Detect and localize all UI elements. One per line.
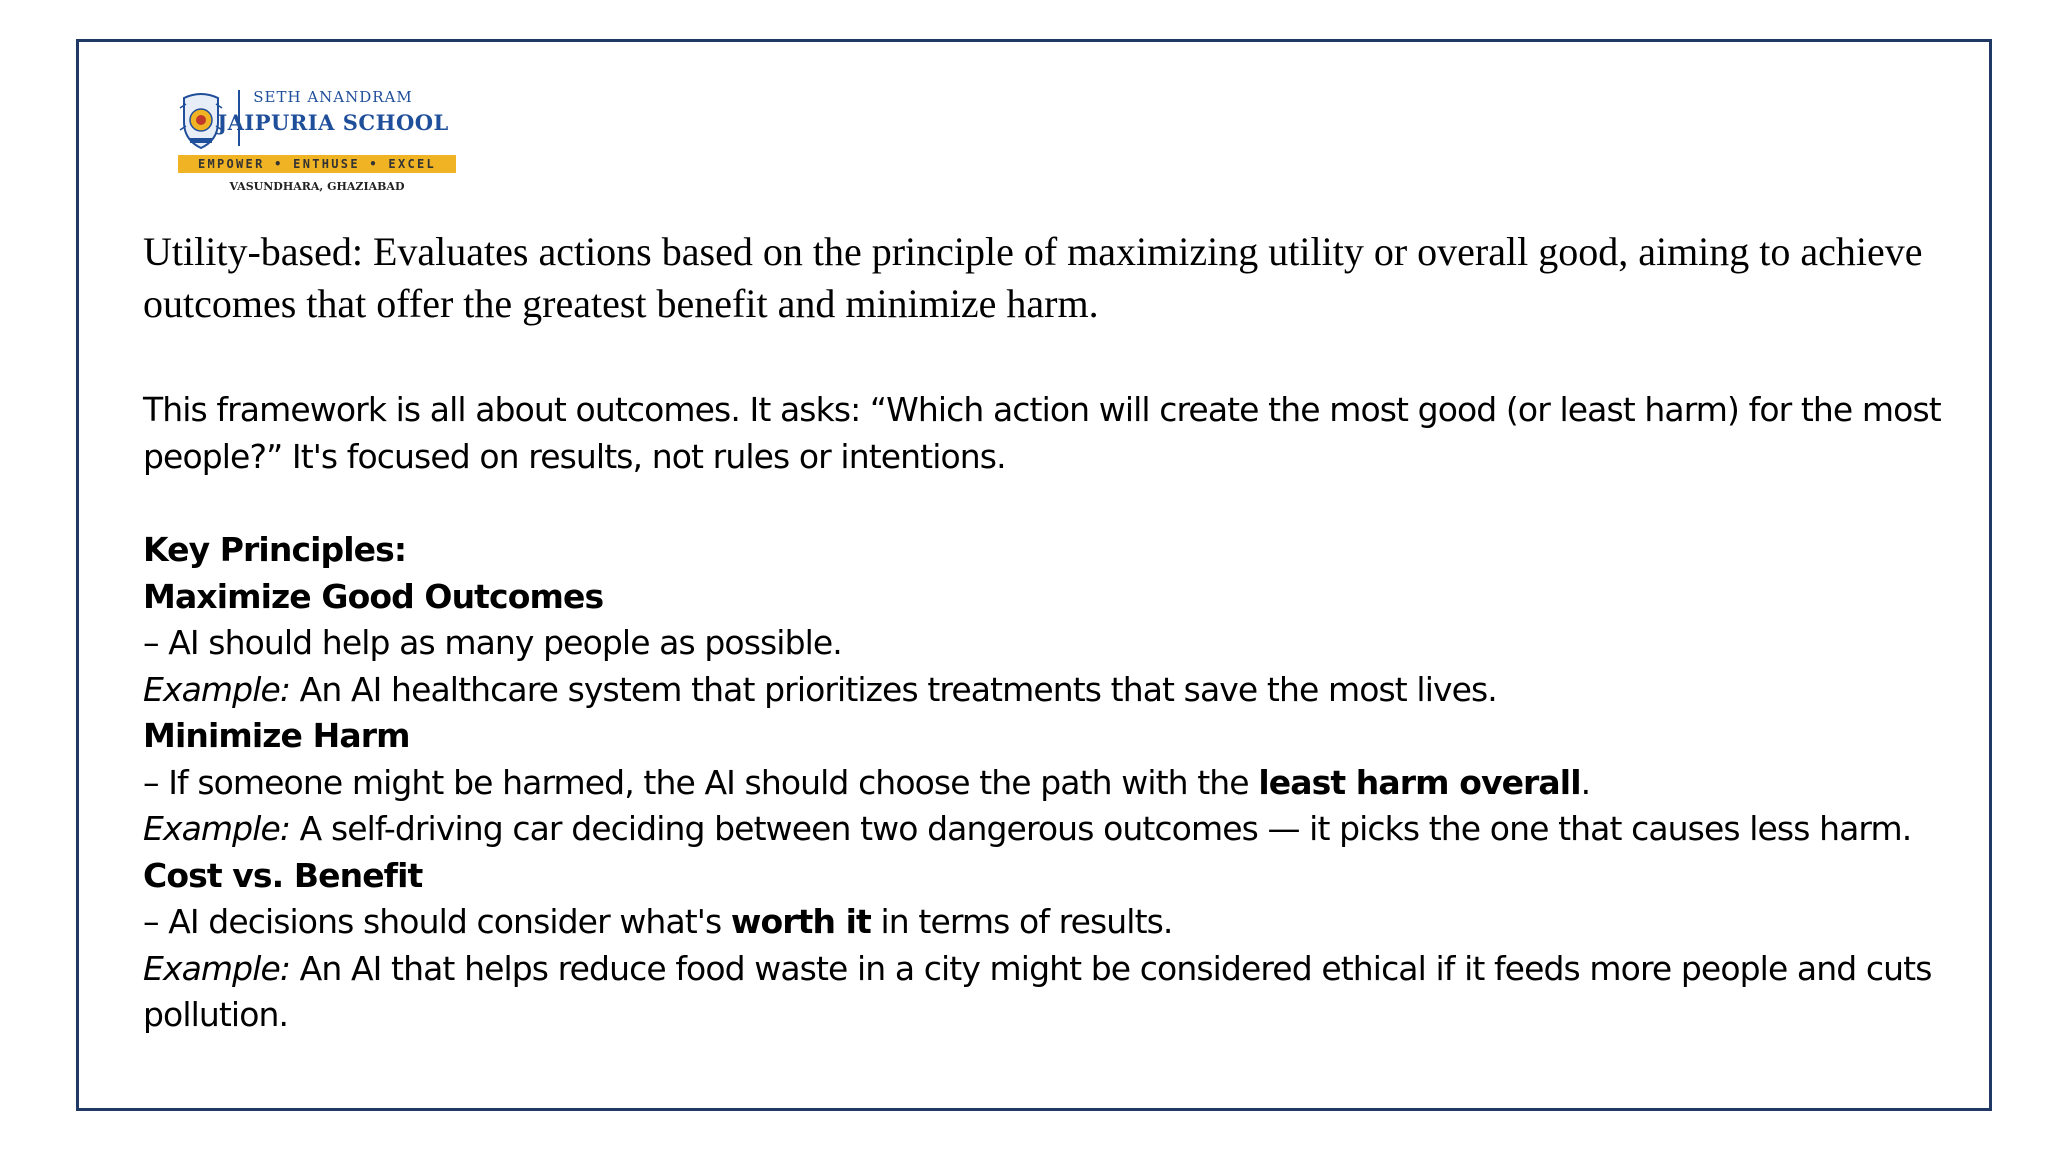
- example-text: An AI healthcare system that prioritizes treatments that save the most lives.: [290, 669, 1497, 709]
- example-label: Example:: [143, 809, 291, 848]
- description-emphasis: least harm overall: [1258, 762, 1581, 802]
- principle-title: Minimize Harm: [143, 716, 410, 755]
- slide-content: [143, 226, 1943, 1039]
- example-label: Example:: [143, 669, 291, 709]
- logo-line2: JAIPURIA SCHOOL: [217, 110, 449, 135]
- principle-title: Cost vs. Benefit: [143, 855, 423, 895]
- principle-example: [143, 806, 1943, 853]
- school-logo: [100, 50, 466, 200]
- key-principles: [143, 527, 1943, 1039]
- principle-example: [143, 946, 1943, 1039]
- description-text: – AI decisions should consider what's: [143, 902, 731, 941]
- logo-line1: SETH ANANDRAM: [253, 88, 413, 106]
- intro-paragraph: This framework is all about outcomes. It asks: “Which action will create the most good (or least harm) for the most people?” It's focused on results, not rules or intentions.: [143, 390, 1941, 476]
- slide-heading: Utility-based: Evaluates actions based on the principle of maximizing utility or overall good, aiming to achieve outcomes that offer the greatest benefit and minimize harm.: [143, 229, 1923, 326]
- logo-tagline: EMPOWER • ENTHUSE • EXCEL: [178, 155, 456, 173]
- principle-description: – AI should help as many people as possible.: [143, 623, 842, 662]
- description-emphasis: worth it: [730, 902, 871, 941]
- description-text: in terms of results.: [870, 902, 1173, 941]
- principle-description: [143, 760, 1943, 807]
- principle-title: Maximize Good Outcomes: [143, 576, 604, 616]
- example-label: Example:: [143, 948, 291, 988]
- principle-example: [143, 667, 1943, 714]
- example-text: A self-driving car deciding between two dangerous outcomes — it picks the one that causes less harm.: [290, 809, 1912, 848]
- principle-description: [143, 899, 1943, 946]
- example-text: An AI that helps reduce food waste in a city might be considered ethical if it feeds more people and cuts pollution.: [143, 948, 1932, 1034]
- key-principles-label: Key Principles:: [143, 530, 407, 569]
- description-text: .: [1580, 762, 1591, 802]
- logo-location: VASUNDHARA, GHAZIABAD: [229, 180, 405, 193]
- description-text: – If someone might be harmed, the AI should choose the path with the: [143, 762, 1259, 802]
